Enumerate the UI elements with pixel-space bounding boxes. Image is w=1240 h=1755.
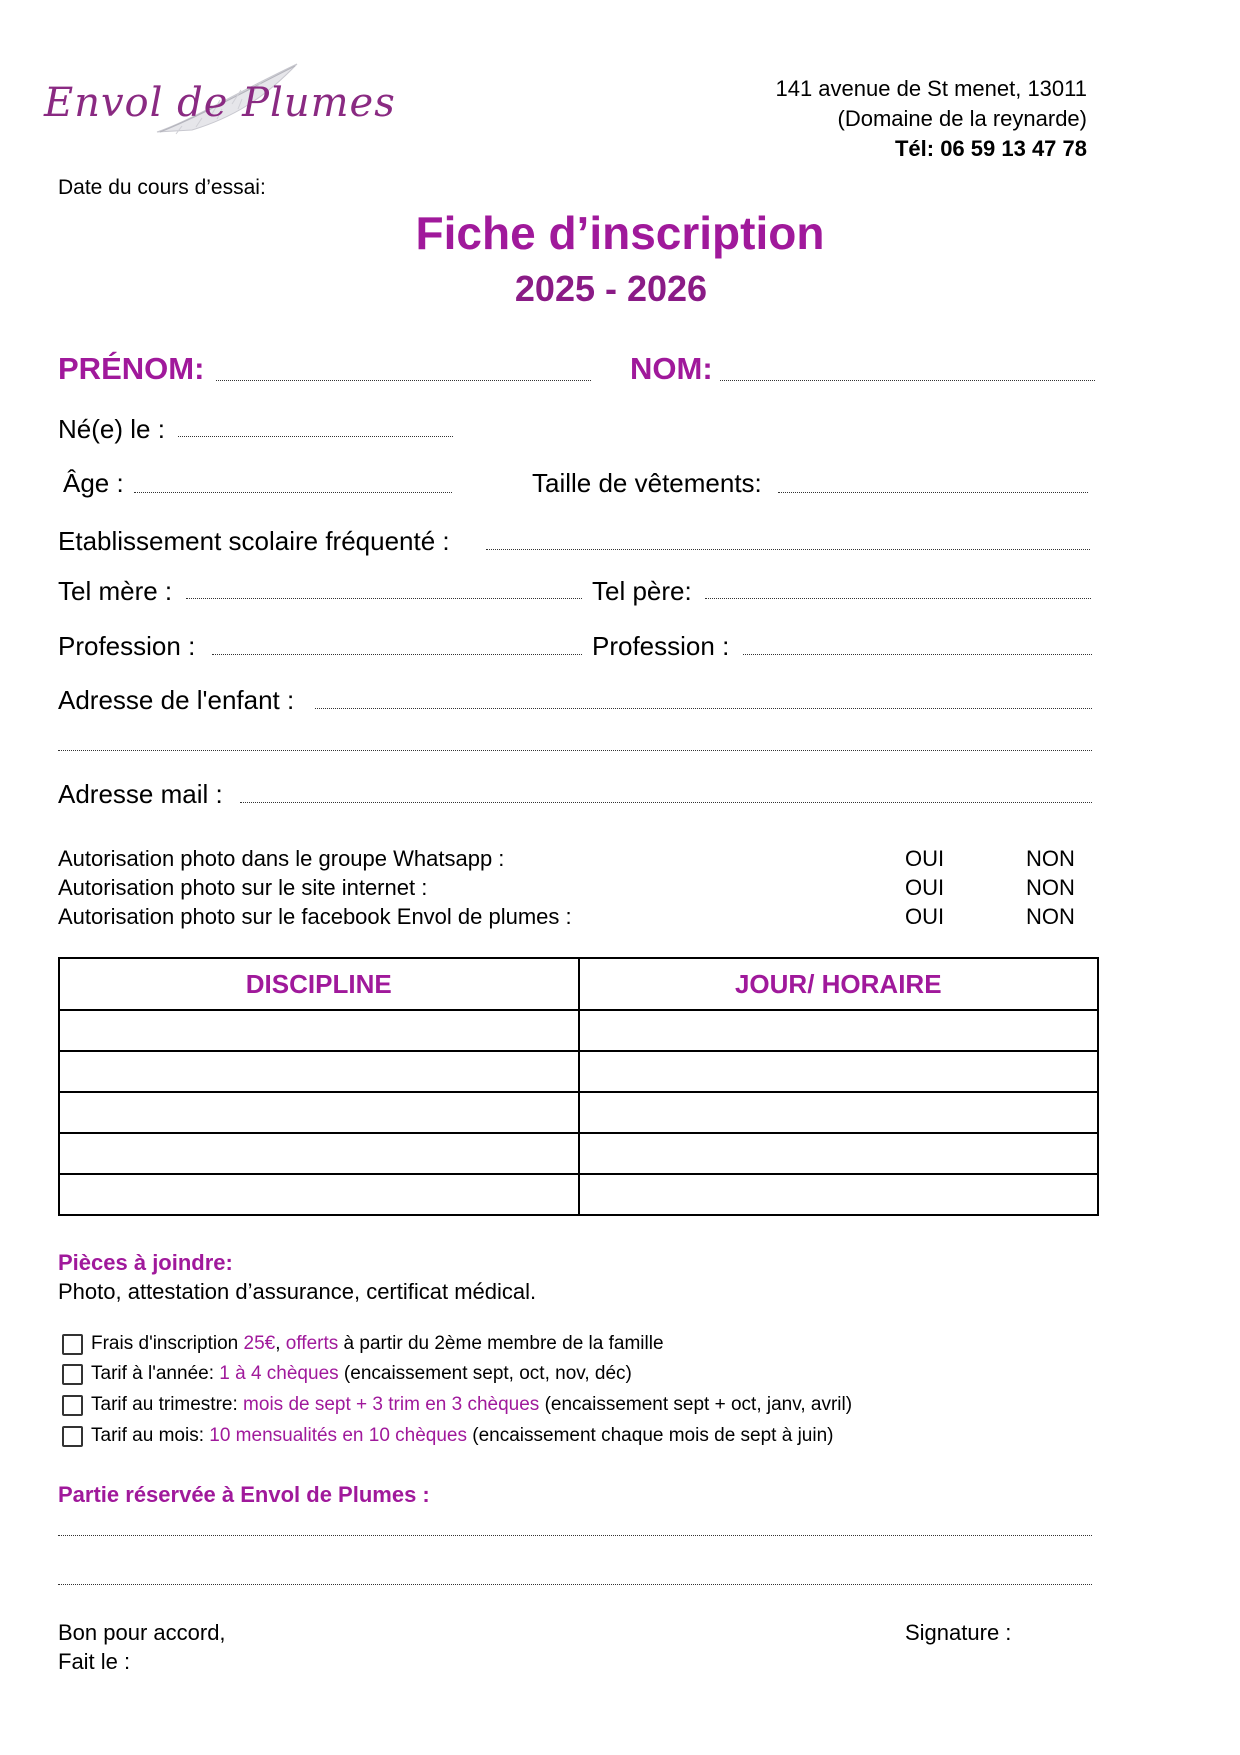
child-address-field-line-2[interactable] xyxy=(58,750,1092,751)
option-highlight: mois de sept + 3 trim en 3 chèques xyxy=(243,1394,540,1415)
auth-facebook-label: Autorisation photo sur le facebook Envol de plumes : xyxy=(58,904,572,929)
discipline-table xyxy=(58,957,1099,1216)
father-phone-label: Tel père: xyxy=(592,576,692,606)
table-row xyxy=(59,1051,1098,1092)
table-row xyxy=(59,1174,1098,1215)
auth-whatsapp-label: Autorisation photo dans le groupe Whatsapp : xyxy=(58,846,505,871)
discipline-cell[interactable] xyxy=(59,1051,579,1092)
option-text: , xyxy=(275,1333,286,1354)
mother-phone-field[interactable] xyxy=(186,598,582,599)
auth-whatsapp-no[interactable]: NON xyxy=(1026,846,1075,871)
auth-website-no[interactable]: NON xyxy=(1026,875,1075,900)
checkbox[interactable] xyxy=(62,1426,83,1447)
discipline-cell[interactable] xyxy=(59,1133,579,1174)
done-on-label: Fait le : xyxy=(58,1649,131,1674)
checkbox[interactable] xyxy=(62,1334,83,1355)
option-highlight: 1 à 4 chèques xyxy=(219,1363,339,1384)
discipline-cell[interactable] xyxy=(59,1010,579,1051)
prenom-field[interactable] xyxy=(216,380,591,381)
option-text: Tarif au trimestre: xyxy=(91,1394,244,1415)
reserved-line-2[interactable] xyxy=(58,1584,1092,1585)
checkbox[interactable] xyxy=(62,1395,83,1416)
schedule-cell[interactable] xyxy=(579,1092,1099,1133)
email-field[interactable] xyxy=(240,802,1092,803)
birthdate-label: Né(e) le : xyxy=(58,414,165,444)
father-phone-field[interactable] xyxy=(705,598,1091,599)
option-text: Tarif au mois: xyxy=(91,1425,210,1446)
school-field[interactable] xyxy=(486,549,1090,550)
table-row xyxy=(59,1133,1098,1174)
schedule-cell[interactable] xyxy=(579,1133,1099,1174)
option-highlight: 25€ xyxy=(243,1333,276,1354)
agreement-label: Bon pour accord, xyxy=(58,1620,226,1645)
reserved-section-title: Partie réservée à Envol de Plumes : xyxy=(58,1482,430,1507)
schedule-header: JOUR/ HORAIRE xyxy=(579,958,1099,1010)
child-address-label: Adresse de l'enfant : xyxy=(58,685,295,715)
reserved-line-1[interactable] xyxy=(58,1535,1092,1536)
option-monthly[interactable] xyxy=(62,1425,833,1447)
signature-label: Signature : xyxy=(905,1620,1012,1645)
option-yearly[interactable] xyxy=(62,1363,632,1385)
season-year: 2025 - 2026 xyxy=(514,268,708,309)
option-text: (encaissement sept + oct, janv, avril) xyxy=(539,1394,853,1415)
documents-text: Photo, attestation d’assurance, certificat médical. xyxy=(58,1279,537,1304)
option-registration-fee[interactable] xyxy=(62,1333,664,1355)
auth-website-yes[interactable]: OUI xyxy=(905,875,945,900)
nom-field[interactable] xyxy=(720,380,1095,381)
address-line-1: 141 avenue de St menet, 13011 xyxy=(775,76,1087,101)
email-label: Adresse mail : xyxy=(58,779,223,809)
option-quarterly[interactable] xyxy=(62,1394,852,1416)
option-text: à partir du 2ème membre de la famille xyxy=(338,1333,664,1354)
phone: Tél: 06 59 13 47 78 xyxy=(894,136,1087,161)
mother-profession-label: Profession : xyxy=(58,631,196,661)
table-header-row xyxy=(59,958,1098,1010)
clothing-size-field[interactable] xyxy=(778,492,1088,493)
school-label: Etablissement scolaire fréquenté : xyxy=(58,526,450,556)
option-highlight: 10 mensualités en 10 chèques xyxy=(209,1425,467,1446)
option-text: (encaissement chaque mois de sept à juin) xyxy=(467,1425,834,1446)
address-line-2: (Domaine de la reynarde) xyxy=(837,106,1087,131)
checkbox[interactable] xyxy=(62,1364,83,1385)
table-row xyxy=(59,1092,1098,1133)
discipline-header: DISCIPLINE xyxy=(59,958,579,1010)
trial-date-label: Date du cours d’essai: xyxy=(58,176,266,199)
table-row xyxy=(59,1010,1098,1051)
prenom-label: PRÉNOM: xyxy=(58,351,205,386)
option-text: Frais d'inscription xyxy=(91,1333,244,1354)
mother-profession-field[interactable] xyxy=(212,654,582,655)
father-profession-label: Profession : xyxy=(592,631,730,661)
auth-facebook-no[interactable]: NON xyxy=(1026,904,1075,929)
logo xyxy=(42,60,396,140)
schedule-cell[interactable] xyxy=(579,1174,1099,1215)
discipline-cell[interactable] xyxy=(59,1174,579,1215)
schedule-cell[interactable] xyxy=(579,1051,1099,1092)
age-label: Âge : xyxy=(63,468,124,498)
discipline-cell[interactable] xyxy=(59,1092,579,1133)
page-title: Fiche d’inscription xyxy=(415,207,825,259)
logo-text: Envol de Plumes xyxy=(44,80,396,126)
schedule-cell[interactable] xyxy=(579,1010,1099,1051)
option-highlight: offerts xyxy=(285,1333,339,1354)
age-field[interactable] xyxy=(134,492,452,493)
option-text: Tarif à l'année: xyxy=(91,1363,220,1384)
auth-facebook-yes[interactable]: OUI xyxy=(905,904,945,929)
auth-website-label: Autorisation photo sur le site internet : xyxy=(58,875,428,900)
child-address-field[interactable] xyxy=(315,708,1092,709)
auth-whatsapp-yes[interactable]: OUI xyxy=(905,846,945,871)
nom-label: NOM: xyxy=(630,351,713,386)
birthdate-field[interactable] xyxy=(178,436,453,437)
mother-phone-label: Tel mère : xyxy=(58,576,173,606)
option-text: (encaissement sept, oct, nov, déc) xyxy=(338,1363,632,1384)
documents-title: Pièces à joindre: xyxy=(58,1250,233,1275)
father-profession-field[interactable] xyxy=(743,654,1092,655)
clothing-size-label: Taille de vêtements: xyxy=(532,468,762,498)
